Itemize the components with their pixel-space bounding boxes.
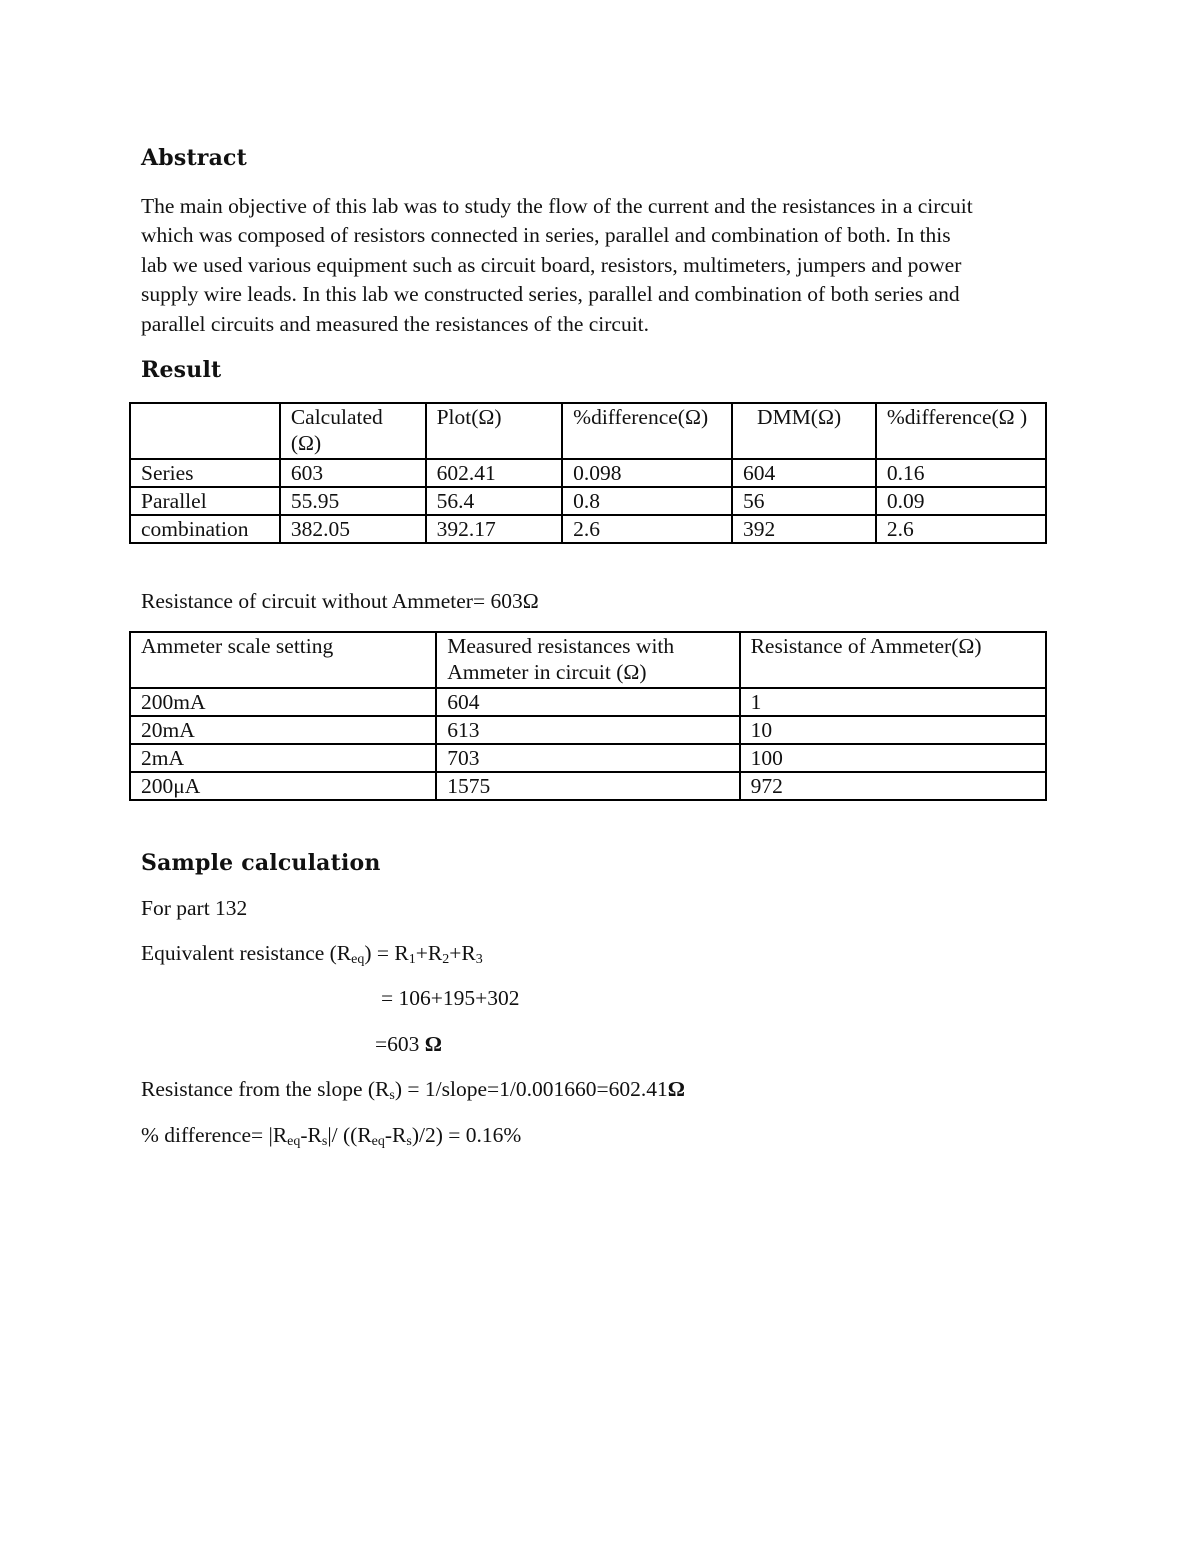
header-cell: DMM(Ω) [732,403,876,459]
table-cell: 100 [740,744,1046,772]
percent-difference-line [141,1123,521,1148]
table-cell: 603 [280,459,426,487]
table-cell: 1 [740,688,1046,716]
header-cell: Ammeter scale setting [130,632,436,688]
r2-subscript: 2 [442,952,450,967]
table-row [130,487,1046,515]
table-row [130,744,1046,772]
table-row [130,716,1046,744]
table-cell: 200mA [130,688,436,716]
part-line: For part 132 [141,896,248,920]
table-cell: 200μA [130,772,436,800]
abstract-line: lab we used various equipment such as circuit board, resistors, multimeters, jumpers and power [141,252,962,277]
omega-symbol: Ω [667,1077,685,1101]
header-cell [130,403,280,459]
s-subscript: s [406,1134,412,1149]
table-cell: 382.05 [280,515,426,543]
table-cell: 2mA [130,744,436,772]
eq-text: +R [415,941,443,965]
table-cell: 2.6 [562,515,732,543]
table-cell: 602.41 [426,459,563,487]
abstract-line: parallel circuits and measured the resistances of the circuit. [141,311,650,336]
table-cell: 392.17 [426,515,563,543]
header-cell: Plot(Ω) [426,403,563,459]
table-cell: 56 [732,487,876,515]
abstract-line: The main objective of this lab was to study the flow of the current and the resistances in a circuit [141,194,973,218]
table-row [130,772,1046,800]
table-cell: 20mA [130,716,436,744]
table-header-row [130,403,1046,459]
sample-calculation-heading: Sample calculation [141,850,381,876]
table-row [130,459,1046,487]
diff-text: )/2) = 0.16% [411,1123,522,1147]
eq-subscript: eq [287,1134,301,1149]
table-cell: 2.6 [876,515,1046,543]
table-row [130,688,1046,716]
eq-label: Equivalent resistance (R [141,941,352,965]
sum-line: = 106+195+302 [381,986,520,1010]
table-cell: combination [130,515,280,543]
diff-text: |/ ((R [327,1123,372,1147]
r3-subscript: 3 [475,952,483,967]
table-cell: Parallel [130,487,280,515]
s-subscript: s [321,1134,328,1149]
abstract-line: supply wire leads. In this lab we constructed series, parallel and combination of both series and [141,282,960,307]
eq-text: +R [449,941,476,965]
slope-text: ) = 1/slope=1/0.001660=602.41 [394,1077,668,1101]
total-value: =603 [375,1032,420,1056]
header-cell: Resistance of Ammeter(Ω) [740,632,1046,688]
table-cell: 0.8 [562,487,732,515]
eq-subscript: eq [351,952,365,967]
abstract-heading: Abstract [141,145,248,171]
ammeter-table [129,631,1047,801]
header-cell: Calculated (Ω) [280,403,426,459]
abstract-line: which was composed of resistors connected in series, parallel and combination of both. In this [141,223,951,248]
table-row [130,515,1046,543]
results-table [129,402,1047,544]
omega-symbol: Ω [424,1032,442,1056]
r1-subscript: 1 [408,952,416,967]
table-cell: 972 [740,772,1046,800]
table-cell: 604 [732,459,876,487]
table-cell: 56.4 [426,487,563,515]
table-cell: 613 [436,716,739,744]
table-cell: 10 [740,716,1046,744]
table-cell: Series [130,459,280,487]
table-cell: 392 [732,515,876,543]
diff-text: % difference= |R [141,1123,288,1147]
equivalent-resistance-line [141,941,483,966]
table-cell: 604 [436,688,739,716]
table-cell: 703 [436,744,739,772]
abstract-paragraph [141,192,1071,339]
eq-subscript: eq [371,1134,385,1149]
slope-label: Resistance from the slope (R [141,1077,390,1101]
table-cell: 0.098 [562,459,732,487]
header-cell: %difference(Ω ) [876,403,1046,459]
header-cell: Measured resistances with Ammeter in circuit (Ω) [436,632,739,688]
diff-text: -R [300,1123,322,1147]
total-line [375,1032,442,1057]
resistance-note: Resistance of circuit without Ammeter= 603Ω [141,589,539,613]
table-cell: 55.95 [280,487,426,515]
result-heading: Result [141,357,222,383]
diff-text: -R [384,1123,407,1147]
s-subscript: s [389,1088,395,1103]
table-cell: 0.16 [876,459,1046,487]
eq-text: ) = R [364,941,409,965]
table-header-row [130,632,1046,688]
header-cell: %difference(Ω) [562,403,732,459]
table-cell: 1575 [436,772,739,800]
slope-resistance-line [141,1077,685,1102]
table-cell: 0.09 [876,487,1046,515]
